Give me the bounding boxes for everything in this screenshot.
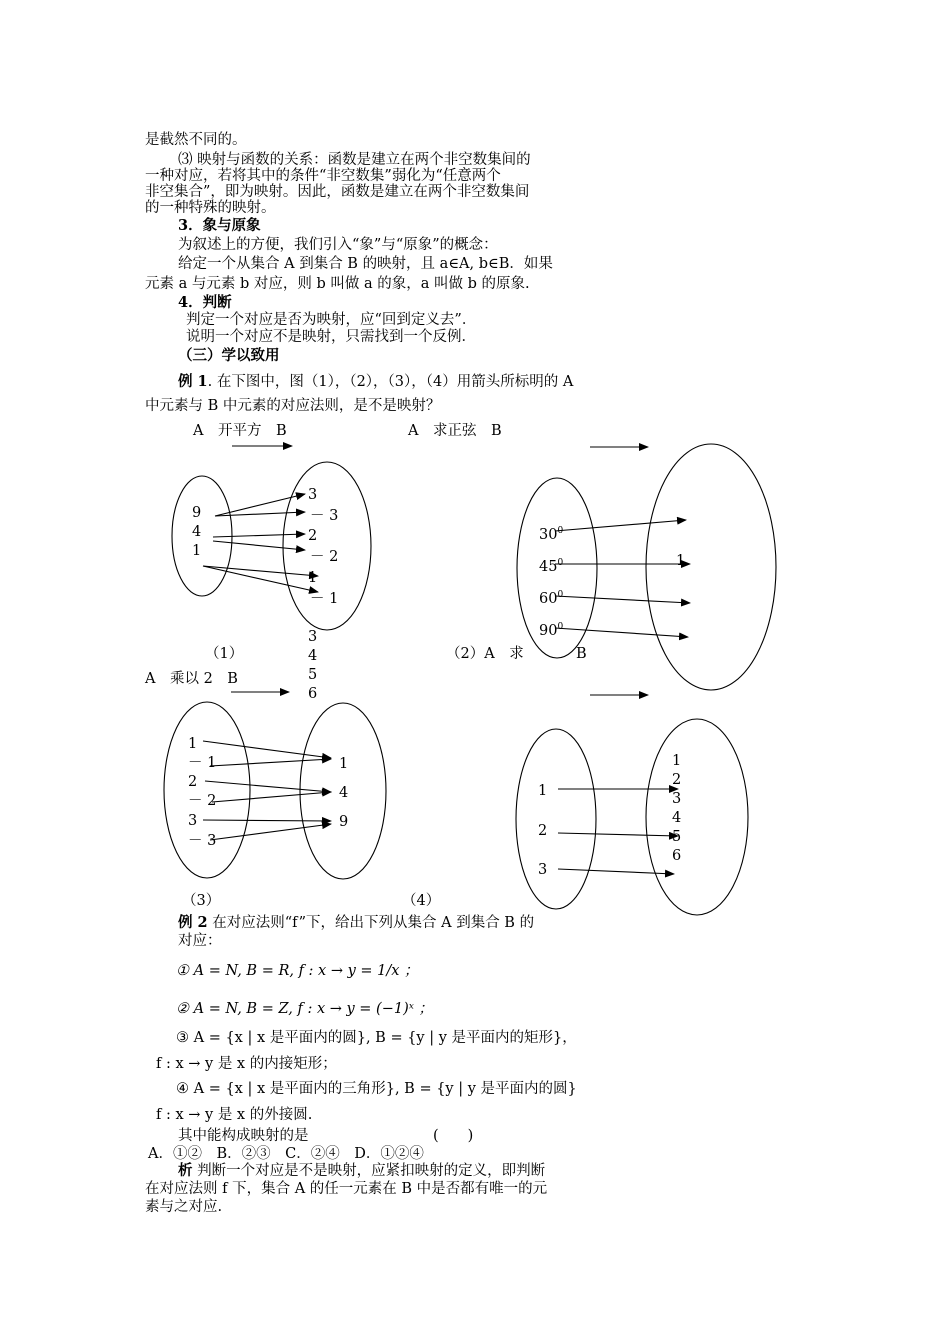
stray-number: 5 — [308, 667, 318, 683]
text-line: 一种对应，若将其中的条件“非空数集”弱化为“任意两个 — [145, 168, 501, 184]
text-line: 判定一个对应是否为映射，应“回到定义去”． — [186, 312, 477, 328]
fig4-set-a — [516, 729, 596, 909]
fig3-a-element: 3 — [188, 813, 198, 829]
fig1-arrow — [213, 534, 305, 537]
fig1-set-a — [172, 476, 232, 596]
section-heading: （三）学以致用 — [178, 347, 280, 364]
option-2: ② A = N, B = Z, f : x → y = (−1)ˣ ； — [176, 1001, 434, 1017]
fig1-caption: （1） — [205, 646, 244, 662]
fig2-caption: （2）A 求 — [446, 646, 524, 662]
fig3-b-element: 4 — [339, 785, 349, 801]
text-line: 给定一个从集合 A 到集合 B 的映射，且 a∈A, b∈B．如果 — [178, 256, 553, 272]
question-text: 其中能构成映射的是 — [178, 1128, 309, 1144]
fig1-a-element: 9 — [192, 505, 202, 521]
fig1-b-element: 2 — [308, 528, 318, 544]
text-line: 在对应法则 f 下，集合 A 的任一元素在 B 中是否都有唯一的元 — [145, 1181, 548, 1197]
fig4-b-element: 5 — [672, 829, 682, 845]
analysis-text: 判断一个对应是不是映射，应紧扣映射的定义，即判断 — [192, 1163, 546, 1179]
fig1-a-element: 1 — [192, 543, 202, 559]
answer-choices: A．①② B．②③ C．②④ D．①②④ — [148, 1146, 424, 1162]
fig3-b-element: 9 — [339, 814, 349, 830]
fig4-caption: （4） — [402, 893, 441, 909]
example-label: 例 1 — [178, 373, 208, 390]
fig1-b-element: 3 — [308, 487, 318, 503]
fig3-header: A 乘以 2 B — [145, 671, 238, 687]
fig3-arrow — [210, 824, 331, 840]
fig4-b-element: 4 — [672, 810, 682, 826]
stray-number: 4 — [308, 648, 318, 664]
option-3: ③ A = {x | x 是平面内的圆}, B = {y | y 是平面内的矩形}， — [176, 1030, 577, 1046]
fig3-arrow — [205, 781, 331, 792]
fig3-a-element: 1 — [188, 736, 198, 752]
fig2-b-element: 1 — [676, 553, 686, 569]
fig3-a-element: － 2 — [188, 793, 217, 809]
fig4-arrow — [558, 869, 674, 874]
text-line: 是截然不同的。 — [145, 132, 247, 148]
fig1-arrow — [203, 566, 318, 592]
text-line: 中元素与 B 中元素的对应法则，是不是映射？ — [145, 398, 441, 414]
fig1-arrow — [213, 541, 305, 550]
fig3-arrow — [210, 759, 331, 766]
fig1-b-element: － 3 — [310, 508, 339, 524]
section-heading: 3．象与原象 — [178, 217, 261, 234]
option-1: ① A = N, B = R, f : x → y = 1/x ； — [176, 963, 419, 979]
fig4-a-element: 2 — [538, 823, 548, 839]
fig3-arrow — [203, 820, 331, 821]
fig2-caption-b: B — [576, 646, 587, 662]
fig4-b-element: 2 — [672, 772, 682, 788]
fig2-arrow — [555, 628, 688, 637]
stray-number: 3 — [308, 629, 318, 645]
fig3-a-element: － 1 — [188, 755, 217, 771]
fig2-arrow — [555, 520, 686, 531]
text-line: 的一种特殊的映射。 — [145, 200, 276, 216]
fig4-a-element: 3 — [538, 862, 548, 878]
fig2-a-element: $90^0$ — [539, 622, 564, 639]
fig2-header: A 求正弦 B — [408, 423, 502, 439]
analysis-label: 析 — [178, 1162, 193, 1179]
text-line: 非空集合”，即为映射。因此，函数是建立在两个非空数集间 — [145, 184, 530, 200]
fig2-a-element: $45^0$ — [539, 558, 564, 575]
fig2-a-element: $60^0$ — [539, 590, 564, 607]
section-heading: 4．判断 — [178, 294, 232, 311]
fig2-set-b — [646, 444, 776, 690]
fig4-b-element: 3 — [672, 791, 682, 807]
fig4-b-element: 1 — [672, 753, 682, 769]
fig1-b-element: － 1 — [310, 591, 339, 607]
text-line — [178, 1163, 545, 1179]
fig1-a-element: 4 — [192, 524, 202, 540]
text-line: 素与之对应. — [145, 1199, 223, 1215]
fig2-a-element: $30^0$ — [539, 526, 564, 543]
option-4-rule: f : x → y 是 x 的外接圆. — [156, 1107, 313, 1123]
text-line: 对应： — [178, 933, 222, 949]
fig3-b-element: 1 — [339, 756, 349, 772]
fig4-b-element: 6 — [672, 848, 682, 864]
fig4-set-b — [646, 719, 748, 915]
fig3-a-element: － 3 — [188, 833, 217, 849]
fig3-set-a — [164, 702, 250, 878]
example-label: 例 2 — [178, 914, 208, 931]
fig3-arrow — [212, 792, 331, 802]
text-line: 为叙述上的方便，我们引入“象”与“原象”的概念： — [178, 237, 498, 253]
example-text: 在对应法则“f”下，给出下列从集合 A 到集合 B 的 — [207, 915, 535, 931]
fig4-a-element: 1 — [538, 783, 548, 799]
text-line: 元素 a 与元素 b 对应，则 b 叫做 a 的象，a 叫做 b 的原象. — [145, 276, 530, 292]
option-4: ④ A = {x | x 是平面内的三角形}, B = {y | y 是平面内的圆} — [176, 1081, 577, 1097]
fig3-a-element: 2 — [188, 774, 198, 790]
fig4-arrow — [558, 833, 678, 836]
answer-blank: ( ) — [433, 1128, 474, 1144]
fig1-header: A 开平方 B — [193, 423, 287, 439]
fig1-arrow — [203, 566, 318, 576]
stray-number: 6 — [308, 686, 318, 702]
fig1-b-element: 1 — [308, 570, 318, 586]
text-line: ⑶ 映射与函数的关系：函数是建立在两个非空数集间的 — [178, 152, 531, 168]
fig1-b-element: － 2 — [310, 549, 339, 565]
fig2-arrow — [555, 596, 690, 603]
fig3-caption: （3） — [182, 893, 221, 909]
example-text: . 在下图中，图（1），（2），（3），（4）用箭头所标明的 A — [207, 374, 574, 390]
text-line: 说明一个对应不是映射，只需找到一个反例． — [186, 329, 476, 345]
option-3-rule: f : x → y 是 x 的内接矩形； — [156, 1056, 337, 1072]
fig3-arrow — [203, 741, 331, 758]
text-line — [178, 915, 534, 931]
